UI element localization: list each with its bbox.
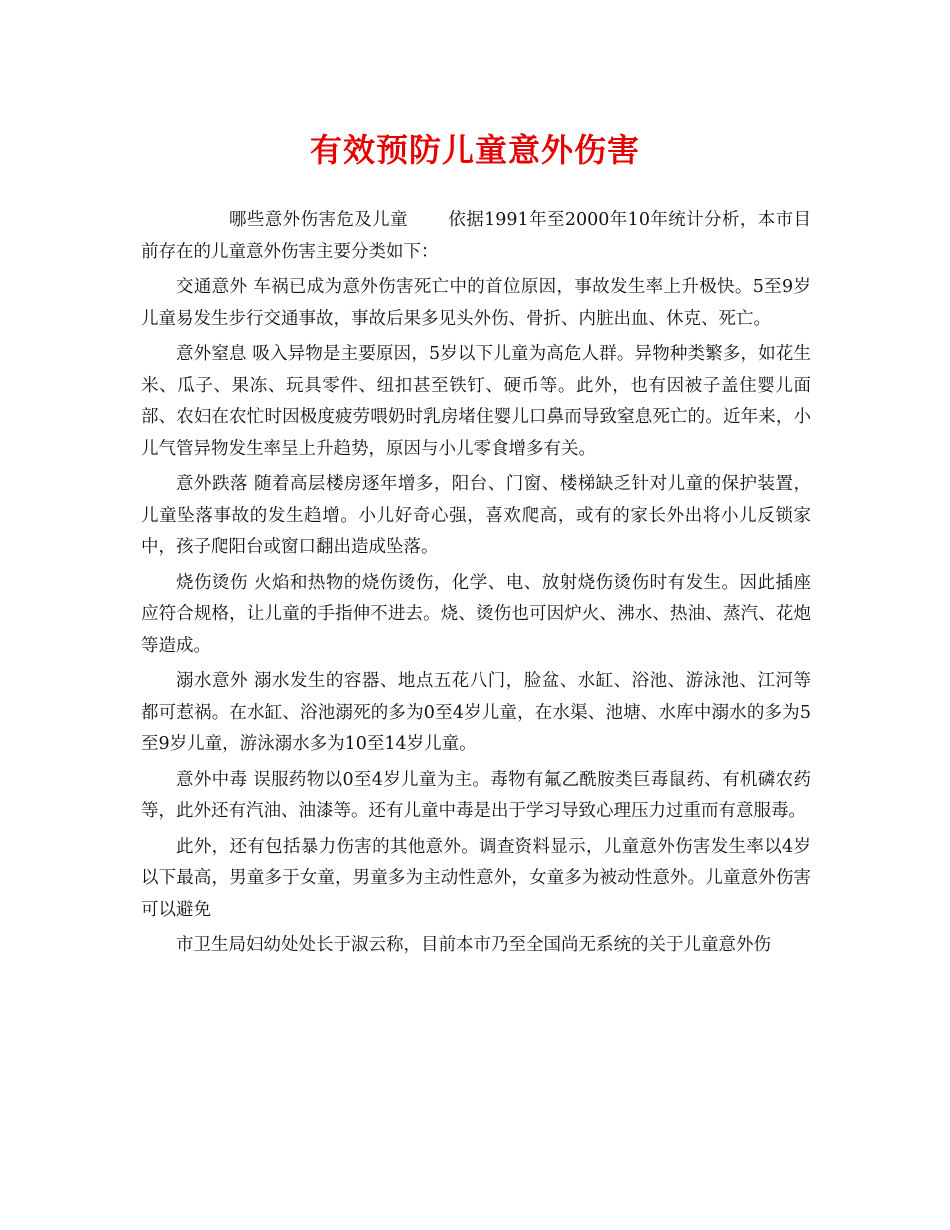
paragraph-other: 此外，还有包括暴力伤害的其他意外。调查资料显示，儿童意外伤害发生率以4岁以下最高，男童多于女童，男童多为主动性意外，女童多为被动性意外。儿童意外伤害可以避免 xyxy=(141,836,811,920)
paragraph-falling: 意外跌落 随着高层楼房逐年增多，阳台、门窗、楼梯缺乏针对儿童的保护装置，儿童坠落事故的发生趋增。小儿好奇心强，喜欢爬高，或有的家长外出将小儿反锁家中，孩子爬阳台或窗口翻出造成坠落。 xyxy=(141,474,811,557)
paragraph-burns: 烧伤烫伤 火焰和热物的烧伤烫伤，化学、电、放射烧伤烫伤时有发生。因此插座应符合规格，让儿童的手指伸不进去。烧、烫伤也可因炉火、沸水、热油、蒸汽、花炮等造成。 xyxy=(141,572,811,656)
document-body xyxy=(141,205,811,966)
intro-heading: 哪些意外伤害危及儿童 xyxy=(229,210,408,230)
paragraph-poisoning: 意外中毒 误服药物以0至4岁儿童为主。毒物有氟乙酰胺类巨毒鼠药、有机磷农药等，此外还有汽油、油漆等。还有儿童中毒是出于学习导致心理压力过重而有意服毒。 xyxy=(141,769,811,821)
paragraph-official: 市卫生局妇幼处处长于淑云称，目前本市乃至全国尚无系统的关于儿童意外伤 xyxy=(176,935,771,955)
intro-text: 依据1991年至2000年10年统计分析，本市目前存在的儿童意外伤害主要分类如下： xyxy=(141,210,812,262)
intro-paragraph xyxy=(141,205,811,268)
paragraph-suffocation: 意外窒息 吸入异物是主要原因，5岁以下儿童为高危人群。异物种类繁多，如花生米、瓜子、果冻、玩具零件、纽扣甚至铁钉、硬币等。此外，也有因被子盖住婴儿面部、农妇在农忙时因极度疲劳喂奶时乳房堵住婴儿口鼻而导致窒息死亡的。近年来，小儿气管异物发生率呈上升趋势，原因与小儿零食增多有关。 xyxy=(141,344,811,459)
paragraph-drowning: 溺水意外 溺水发生的容器、地点五花八门，脸盆、水缸、浴池、游泳池、江河等都可惹祸。在水缸、浴池溺死的多为0至4岁儿童，在水渠、池塘、水库中溺水的多为5至9岁儿童，游泳溺水多为10至14岁儿童。 xyxy=(141,671,811,754)
paragraph-traffic: 交通意外 车祸已成为意外伤害死亡中的首位原因，事故发生率上升极快。5至9岁儿童易发生步行交通事故，事故后果多见头外伤、骨折、内脏出血、休克、死亡。 xyxy=(141,277,811,329)
document-title: 有效预防儿童意外伤害 xyxy=(309,131,640,169)
